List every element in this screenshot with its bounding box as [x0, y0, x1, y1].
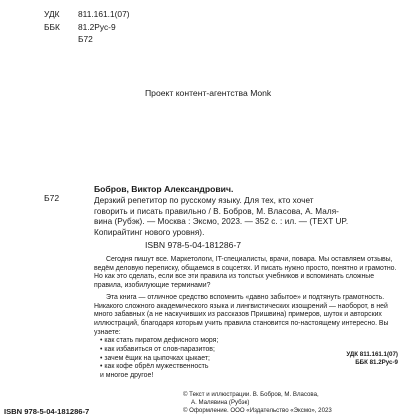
annotation-paragraph: Сегодня пишут все. Маркетологи, IT-специалисты, врачи, повара. Мы оставляем отзывы, ведём деловую переписку, общаемся в соцсетях. И писать нужно просто, понятно и грамотно. Но как это сделать, если все эти правила из толстых учебников и вспоминать сложные правила, изобилующие терминами?: [94, 256, 397, 290]
isbn-main: ISBN 978-5-04-181286-7: [145, 240, 242, 250]
list-item-text: и многое другое!: [100, 372, 154, 380]
isbn-bottom: ISBN 978-5-04-181286-7: [4, 407, 90, 416]
classification-key: [44, 33, 78, 46]
bbk-code: ББК 81.2Рус-9: [355, 359, 398, 367]
bib-line: говорить и писать правильно / В. Бобров, М. Власова, А. Маля-: [94, 206, 339, 216]
list-item: [94, 372, 400, 381]
bib-line: Дерзкий репетитор по русскому языку. Для тех, кто хочет: [94, 196, 314, 205]
classification-block: [44, 8, 130, 46]
classification-row-udk: [44, 8, 130, 21]
project-line: Проект контент-агентства Monk: [145, 88, 272, 98]
list-item-text: зачем ёщик на цыпочках цыкает;: [104, 354, 210, 362]
list-item: • зачем ёщик на цыпочках цыкает;: [100, 354, 210, 362]
classification-row-bbk: [44, 21, 130, 34]
list-item: • как избавиться от слов-паразитов;: [100, 346, 215, 354]
classification-key: УДК: [44, 9, 60, 19]
classification-row-author-mark: [44, 33, 130, 46]
classification-value: 811.161.1(07): [78, 9, 130, 19]
list-item-text: как стать пиратом дефисного моря;: [104, 337, 219, 345]
copyright-block: [183, 391, 398, 415]
classification-value: Б72: [78, 34, 93, 44]
list-item: • как кофе обрёл мужественность: [100, 363, 209, 371]
list-item-text: как избавиться от слов-паразитов;: [104, 346, 215, 354]
author-heading: Бобров, Виктор Александрович.: [94, 184, 234, 194]
list-item-text: как кофе обрёл мужественность: [104, 363, 209, 371]
copyright-line: © Текст и иллюстрации. В. Бобров, М. Власова,: [183, 391, 319, 398]
bib-line: Копирайтинг нового уровня).: [94, 227, 205, 237]
author-mark: Б72: [44, 193, 60, 203]
bibliographic-description: [94, 196, 400, 238]
classification-value: 81.2Рус-9: [78, 21, 116, 32]
classification-block-right: [346, 351, 398, 367]
copyright-line: © Оформление. ООО «Издательство «Эксмо», 2023: [183, 407, 332, 414]
copyright-line: А. Малявина (Рубэк): [191, 399, 250, 406]
bib-line: вина (Рубэк). — Москва : Эксмо, 2023. — 352 с. : ил. — (TEXT UP.: [94, 217, 349, 227]
list-item: • как стать пиратом дефисного моря;: [100, 337, 219, 345]
annotation-paragraph: Эта книга — отличное средство вспомнить «давно забытое» и подтянуть грамотность. Никакого сложного академического языка и лингвистических изощрений — наоборот, в ней много забавных (а не наскучивших из рассказов Пришвина) примеров, шуток и авторских иллюстраций, благодаря которым учить правила становится по-настоящему интересно. Вы узнаете:: [94, 293, 389, 336]
classification-key: ББК: [44, 21, 60, 32]
udk-code: УДК 811.161.1(07): [346, 351, 398, 358]
